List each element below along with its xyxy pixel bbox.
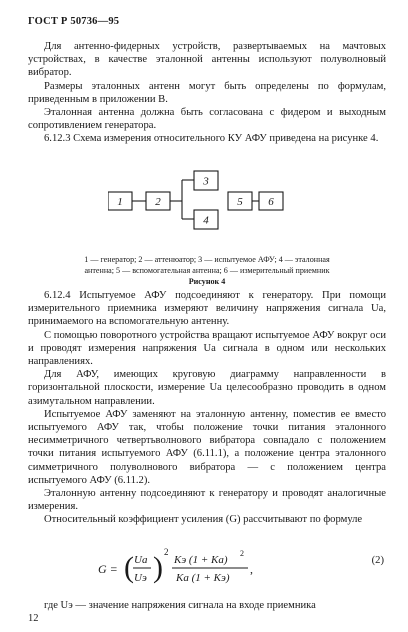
paragraph: Относительный коэффициент усиления (G) рассчитывают по формуле [44, 514, 363, 526]
page-header: ГОСТ Р 50736—95 [28, 16, 120, 27]
block-label: 6 [268, 196, 274, 208]
paragraph: Эталонную антенну подсоединяют к генератору и проводят аналогичные измерения. [28, 488, 386, 513]
paragraph: Размеры эталонных антенн могут быть определены по формулам, приведенным в приложении В. [28, 80, 386, 105]
paragraph: С помощью поворотного устройства вращают испытуемое АФУ вокруг оси и проводят измерения напряжения Uа сигнала в одном или нескольких направлениях. [28, 329, 386, 368]
formula-tail: , [250, 562, 253, 576]
body-section [28, 289, 386, 527]
formula-number: (2) [371, 555, 384, 566]
formula-num-u: Uа [134, 554, 148, 566]
measurement-scheme-diagram [108, 170, 308, 236]
block-label: 3 [203, 175, 209, 188]
figure-title: Рисунок 4 [188, 277, 226, 286]
formula-k-power: 2 [240, 549, 244, 558]
formula-power: 2 [164, 547, 169, 557]
paragraph: Для антенно-фидерных устройств, развертываемых на мачтовых устройствах, в качестве эталонной антенны используют полуволновый вибратор. [28, 41, 386, 79]
formula-den-k: Kа (1 + Kэ) [176, 572, 230, 584]
formula-paren-open: ( [124, 551, 134, 584]
page-number: 12 [28, 613, 39, 624]
block-label: 2 [155, 196, 161, 208]
formula-lhs: G = [98, 562, 118, 576]
paragraph: Для АФУ, имеющих круговую диаграмму направленности в горизонтальной плоскости, измерение Uа целесообразно проводить в одном азимутальном направлении. [28, 369, 386, 407]
block-label: 5 [237, 196, 243, 208]
paragraph: 6.12.3 Схема измерения относительного КУ АФУ приведена на рисунке 4. [44, 133, 379, 145]
caption-legend-line: 1 — генератор; 2 — аттенюатор; 3 — испытуемое АФУ; 4 — эталонная [84, 255, 330, 264]
trailer-line [28, 599, 386, 612]
paragraph: 6.12.4 Испытуемое АФУ подсоединяют к генератору. При помощи измерительного приемника измеряют величину напряжения сигнала Uа, принимаемого на вспомогательную антенну. [28, 290, 386, 328]
paragraph: Испытуемое АФУ заменяют на эталонную антенну, поместив ее вместо испытуемого АФУ так, чтобы положение точки питания эталонного несимметричного четвертьволнового вибратора совпадало с положением точки питания испытуемого АФУ (6.11.1), а положение центра эталонного симметричного полуволнового вибратора — с положением центра испытуемого АФУ (6.11.2). [28, 408, 386, 486]
formula-num-k: Kэ (1 + Kа) [174, 554, 228, 566]
paragraph: Эталонная антенна должна быть согласована с фидером и выходным сопротивлением генератора. [28, 107, 386, 132]
intro-section [28, 40, 386, 146]
figure-caption [28, 254, 386, 287]
caption-legend-line: антенна; 5 — вспомогательная антенна; 6 — измерительный приемник [84, 266, 330, 275]
paragraph: где Uэ — значение напряжения сигнала на входе приемника [44, 600, 316, 611]
block-label: 1 [117, 196, 123, 208]
formula-den-u: Uэ [134, 572, 147, 584]
formula-2 [28, 543, 386, 595]
formula-svg [98, 543, 398, 595]
formula-paren-close: ) [153, 551, 163, 584]
block-label: 4 [203, 214, 209, 227]
